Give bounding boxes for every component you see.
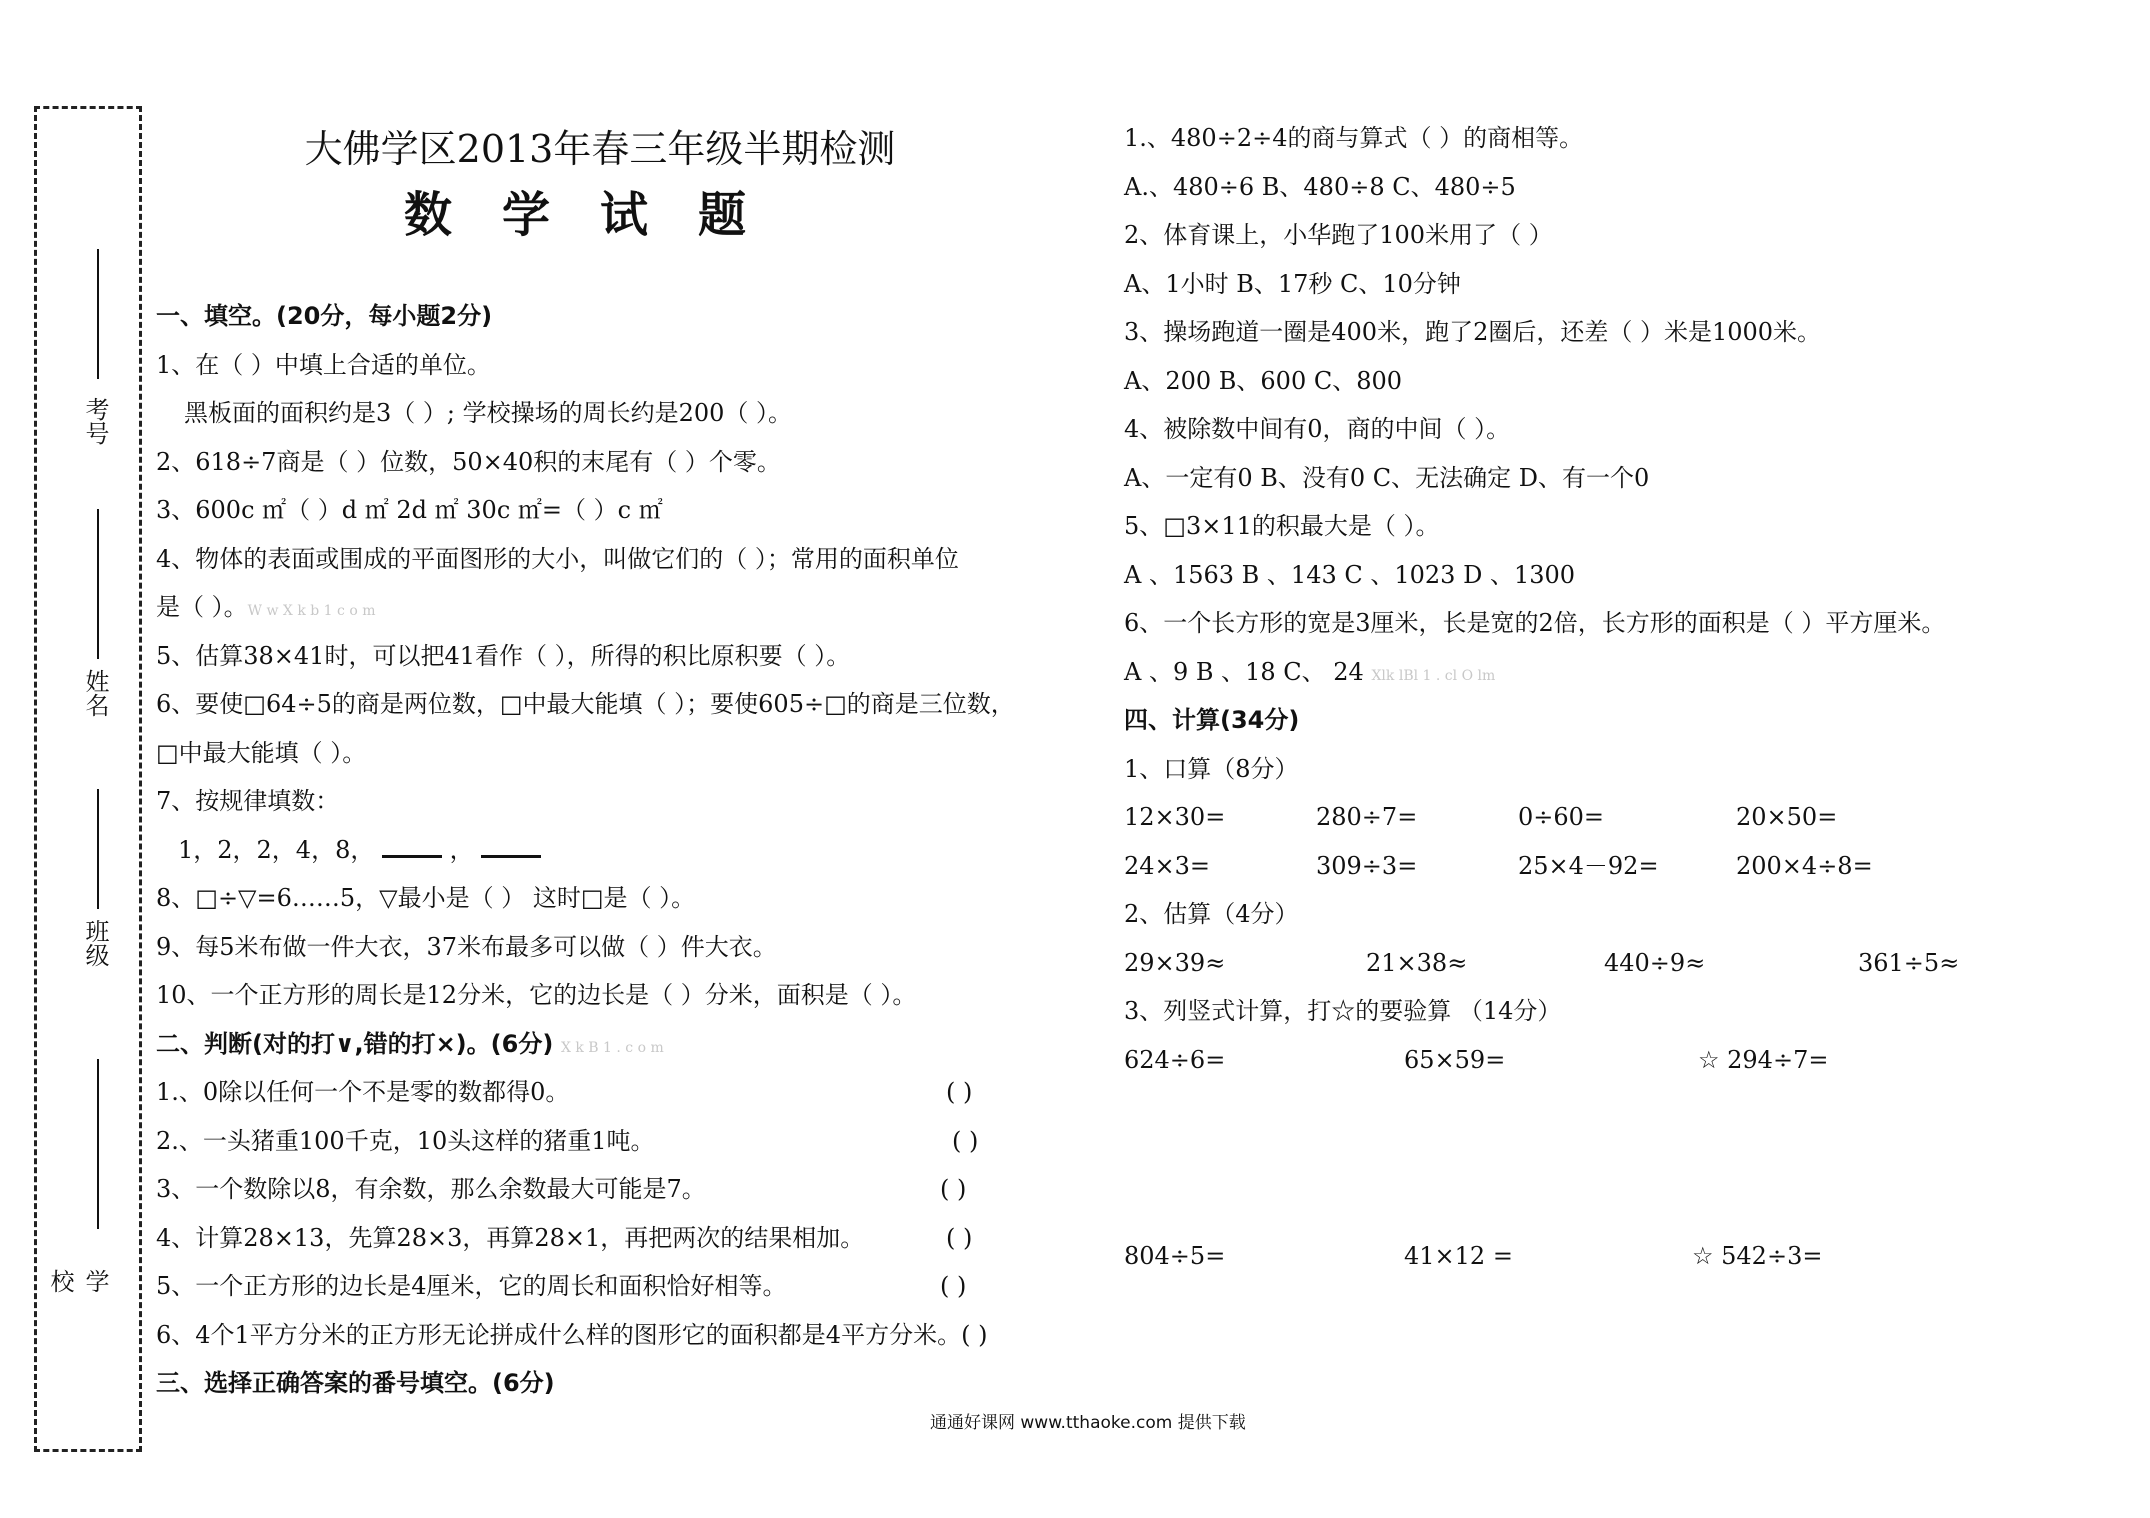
question-2: 2、618÷7商是（ ）位数，50×40积的末尾有（ ）个零。: [156, 447, 781, 476]
problem: 200×4÷8=: [1736, 851, 1873, 880]
right-column: [1124, 114, 2124, 1084]
estimate-heading: 2、估算（4分）: [1124, 900, 1299, 928]
options-text: A 、9 B 、18 C、 24: [1124, 657, 1364, 686]
problem: 0÷60=: [1518, 803, 1605, 831]
problem: 41×12 =: [1404, 1242, 1513, 1270]
problem: 21×38≈: [1366, 948, 1468, 977]
watermark: W w X k b 1 c o m: [247, 603, 376, 619]
choice-3: 3、操场跑道一圈是400米，跑了2圈后，还差（ ）米是1000米。: [1124, 318, 1822, 346]
field-label: 班级: [81, 919, 109, 967]
comma: ，: [449, 835, 474, 864]
choice-2-options: A、1小时 B、17秒 C、10分钟: [1124, 269, 1461, 298]
watermark: X k B 1 . c o m: [560, 1039, 664, 1056]
mental-math-heading: 1、口算（8分）: [1124, 754, 1299, 783]
answer-blank[interactable]: [481, 835, 541, 858]
field-line: [97, 789, 99, 909]
answer-parens[interactable]: ( ): [946, 1078, 973, 1106]
problem: 20×50=: [1736, 803, 1838, 831]
field-line: [97, 249, 99, 379]
answer-parens[interactable]: ( ): [946, 1223, 973, 1252]
question-8: 8、□÷▽=6……5，▽最小是（ ） 这时□是（ ）。: [156, 884, 696, 912]
question-4: 4、物体的表面或围成的平面图形的大小，叫做它们的（ ）；常用的面积单位: [156, 544, 959, 573]
answer-parens[interactable]: ( ): [952, 1126, 979, 1155]
vertical-calc-row-2: [1124, 1232, 2124, 1281]
judgement-text: 3、一个数除以8，有余数，那么余数最大可能是7。: [156, 1175, 706, 1203]
problem: 440÷9≈: [1604, 948, 1706, 977]
choice-4-options: A、一定有0 B、没有0 C、无法确定 D、有一个0: [1124, 463, 1650, 492]
choice-1: 1.、480÷2÷4的商与算式（ ）的商相等。: [1124, 124, 1584, 152]
watermark: Xlk lBl 1 . cl O lm: [1371, 667, 1496, 684]
question-1: 1、在（ ）中填上合适的单位。: [156, 350, 491, 379]
sequence-text: 1，2，2，4，8，: [178, 835, 375, 864]
judgement-text: 2.、一头猪重100千克，10头这样的猪重1吨。: [156, 1126, 655, 1155]
problem: 804÷5=: [1124, 1242, 1226, 1270]
exam-subtitle: 数学试题: [403, 187, 796, 243]
field-line: [97, 509, 99, 659]
problem: 624÷6=: [1124, 1045, 1226, 1074]
vertical-calc-row-1: [1124, 1036, 2124, 1085]
page-footer: 通通好课网 www.tthaoke.com 提供下载: [930, 1413, 1246, 1433]
field-class: [37, 789, 145, 1019]
field-name: [37, 509, 145, 739]
field-school: [37, 1059, 145, 1293]
binding-margin: [34, 106, 142, 1452]
field-label: 学校: [46, 1269, 109, 1293]
question-9: 9、每5米布做一件大衣，37米布最多可以做（ ）件大衣。: [156, 932, 777, 961]
section-3-heading: 三、选择正确答案的番号填空。(6分): [156, 1369, 555, 1397]
choice-6-options: [1124, 648, 2124, 697]
question-6: 6、要使□64÷5的商是两位数，□中最大能填（ ）；要使605÷□的商是三位数，: [156, 690, 1015, 718]
problem: 309÷3=: [1316, 851, 1418, 880]
choice-5-options: A 、1563 B 、143 C 、1023 D 、1300: [1124, 560, 1576, 589]
question-4-text: 是（ ）。: [156, 593, 248, 621]
vertical-calc-row-2-container: [1124, 1232, 2124, 1281]
field-line: [97, 1059, 99, 1229]
mental-math-row-1: [1124, 793, 2124, 842]
estimate-row: [1124, 939, 2124, 988]
judgement-4: [156, 1214, 1076, 1263]
mental-math-row-2: [1124, 842, 2124, 891]
problem: ☆ 294÷7=: [1698, 1045, 1829, 1074]
problem: 361÷5≈: [1858, 948, 1960, 977]
field-label: 考号: [81, 397, 109, 445]
choice-2: 2、体育课上，小华跑了100米用了（ ）: [1124, 221, 1553, 249]
answer-parens[interactable]: ( ): [940, 1272, 967, 1300]
choice-5: 5、□3×11的积最大是（ ）。: [1124, 512, 1440, 540]
problem: 280÷7=: [1316, 803, 1418, 831]
judgement-text: 5、一个正方形的边长是4厘米，它的周长和面积恰好相等。: [156, 1272, 787, 1300]
question-10: 10、一个正方形的周长是12分米，它的边长是（ ）分米，面积是（ ）。: [156, 981, 917, 1009]
question-7: 7、按规律填数：: [156, 787, 340, 815]
judgement-2: [156, 1117, 1076, 1166]
section-4-heading: 四、计算(34分): [1124, 706, 1300, 734]
choice-1-options: A.、480÷6 B、480÷8 C、480÷5: [1124, 172, 1516, 201]
judgement-5: [156, 1262, 1076, 1311]
problem: 65×59=: [1404, 1045, 1506, 1074]
answer-blank[interactable]: [382, 835, 442, 858]
vertical-calc-heading: 3、列竖式计算，打☆的要验算 （14分）: [1124, 997, 1562, 1025]
choice-6: 6、一个长方形的宽是3厘米，长是宽的2倍，长方形的面积是（ ）平方厘米。: [1124, 609, 1946, 637]
judgement-1: [156, 1068, 1076, 1117]
judgement-3: [156, 1165, 1076, 1214]
question-6-cont: □中最大能填（ ）。: [156, 738, 367, 767]
question-1-detail: 黑板面的面积约是3（ ）; 学校操场的周长约是200（ ）。: [184, 399, 793, 427]
left-column: [156, 292, 1076, 1408]
problem: 25×4－92=: [1518, 851, 1659, 880]
exam-title: 大佛学区2013年春三年级半期检测: [304, 127, 896, 171]
section-1-heading: 一、填空。(20分，每小题2分): [156, 302, 493, 330]
judgement-text: 4、计算28×13，先算28×3，再算28×1，再把两次的结果相加。: [156, 1223, 865, 1252]
section-2-title: 二、判断(对的打∨,错的打×)。(6分): [156, 1029, 554, 1058]
question-7-sequence: [156, 826, 1076, 875]
field-label: 姓名: [81, 669, 109, 717]
question-3: 3、600c ㎡（ ）d ㎡ 2d ㎡ 30c ㎡=（ ）c ㎡: [156, 496, 663, 524]
problem: 12×30=: [1124, 803, 1226, 831]
field-exam-number: [37, 249, 145, 479]
question-4-cont: [156, 583, 1076, 632]
problem: ☆ 542÷3=: [1692, 1242, 1823, 1270]
problem: 24×3=: [1124, 851, 1211, 880]
section-2-heading: [156, 1020, 1076, 1069]
judgement-6: 6、4个1平方分米的正方形无论拼成什么样的图形它的面积都是4平方分米。( ): [156, 1320, 988, 1349]
problem: 29×39≈: [1124, 948, 1226, 977]
answer-parens[interactable]: ( ): [940, 1175, 967, 1203]
question-5: 5、估算38×41时，可以把41看作（ ），所得的积比原积要（ ）。: [156, 641, 851, 670]
choice-3-options: A、200 B、600 C、800: [1124, 366, 1403, 395]
judgement-text: 1.、0除以任何一个不是零的数都得0。: [156, 1078, 570, 1106]
choice-4: 4、被除数中间有0，商的中间（ ）。: [1124, 415, 1511, 443]
